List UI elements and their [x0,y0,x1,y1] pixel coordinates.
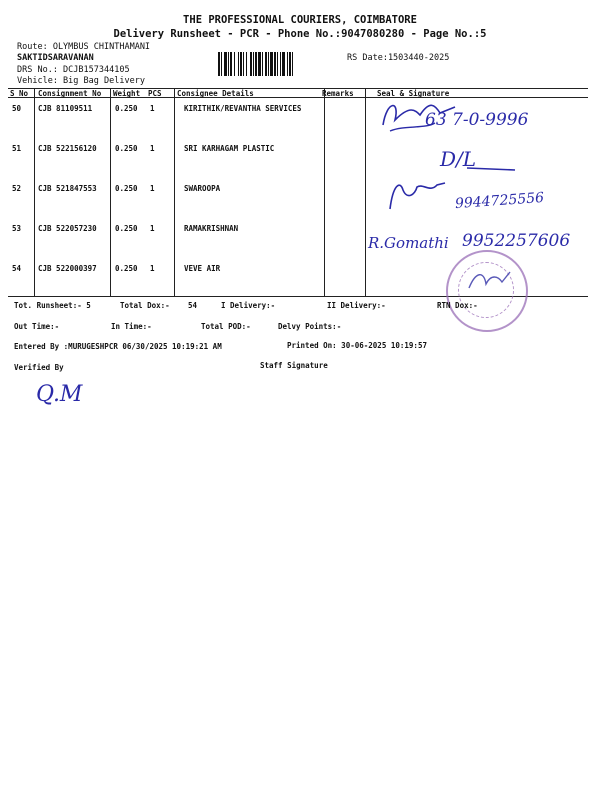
handwritten-phone-row-50: 63 7-0-9996 [425,110,529,130]
row-consignee: SRI KARHAGAM PLASTIC [184,144,275,153]
col-divider [324,88,325,296]
col-divider [365,88,366,296]
printed-on: Printed On: 30-06-2025 10:19:57 [287,341,427,350]
seal-signature-scribble [466,266,514,296]
header-remarks: Remarks [322,89,354,98]
row-sno: 54 [12,264,22,273]
ii-delivery: II Delivery:- [327,301,386,310]
row-consignee: SWAROOPA [184,184,221,193]
staff-name: SAKTIDSARAVANAN [17,53,94,63]
row-consignment: CJB 522156120 [38,144,97,153]
verified-by-signature: Q.M [36,382,83,407]
delvy-points: Delvy Points:- [278,322,342,331]
rtn-dox: RTN Dox:- [437,301,478,310]
staff-signature: Staff Signature [260,361,328,370]
rs-date: RS Date:1503440-2025 [347,53,450,63]
row-weight: 0.250 [115,264,138,273]
col-divider [174,88,175,296]
header-seal-signature: Seal & Signature [377,89,450,98]
in-time: In Time:- [111,322,152,331]
row-sno: 52 [12,184,22,193]
signature-stroke-row-51 [465,150,525,174]
header-consignment: Consignment No [38,89,102,98]
out-time: Out Time:- [14,322,60,331]
col-divider [34,88,35,296]
row-pcs: 1 [150,264,155,273]
row-weight: 0.250 [115,104,138,113]
i-delivery: I Delivery:- [221,301,276,310]
total-dox-value: 54 [188,301,198,310]
row-sno: 50 [12,104,22,113]
row-consignee: KIRITHIK/REVANTHA SERVICES [184,104,302,113]
col-divider [110,88,111,296]
company-title: THE PROFESSIONAL COURIERS, COIMBATORE [183,14,417,26]
route-text: Route: OLYMBUS CHINTHAMANI [17,42,151,52]
runsheet-subtitle: Delivery Runsheet - PCR - Phone No.:9047080280 - Page No.:5 [113,28,487,40]
entered-by: Entered By :MURUGESHPCR 06/30/2025 10:19:21 AM [14,342,222,351]
row-sno: 51 [12,144,22,153]
handwritten-phone-row-53: 9952257606 [462,231,571,251]
row-weight: 0.250 [115,184,138,193]
row-consignee: RAMAKRISHNAN [184,224,239,233]
row-pcs: 1 [150,144,155,153]
header-sno: S No [10,89,29,98]
vehicle-text: Vehicle: Big Bag Delivery [17,76,145,86]
row-sno: 53 [12,224,22,233]
header-consignee: Consignee Details [177,89,254,98]
row-consignment: CJB 81109511 [38,104,93,113]
verified-by: Verified By [14,363,64,372]
row-consignment: CJB 522057230 [38,224,97,233]
header-pcs: PCS [148,89,162,98]
total-runsheet: Tot. Runsheet:- 5 [14,301,91,310]
row-pcs: 1 [150,104,155,113]
row-weight: 0.250 [115,224,138,233]
handwritten-dl-row-51: D/L [440,147,477,171]
total-pod: Total POD:- [201,322,251,331]
row-weight: 0.250 [115,144,138,153]
total-dox-label: Total Dox:- [120,301,170,310]
row-consignment: CJB 522000397 [38,264,97,273]
handwritten-phone-row-52: 9944725556 [454,189,545,213]
row-consignee: VEVE AIR [184,264,221,273]
row-pcs: 1 [150,184,155,193]
barcode-image [218,52,336,76]
signature-row-52 [385,175,455,215]
row-consignment: CJB 521847553 [38,184,97,193]
row-pcs: 1 [150,224,155,233]
drs-number: DRS No.: DCJB157344105 [17,65,130,75]
handwritten-name-row-53: R.Gomathi [368,234,449,252]
header-weight: Weight [113,89,141,98]
